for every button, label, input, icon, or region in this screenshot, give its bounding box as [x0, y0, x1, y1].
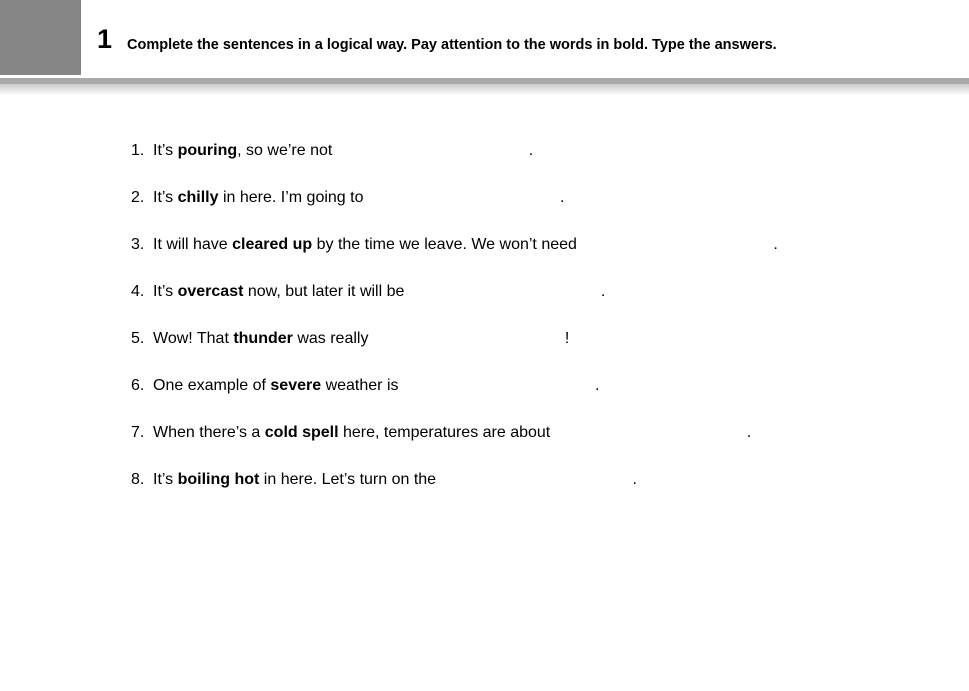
- sentence-bold-word: cleared up: [232, 236, 313, 253]
- sentence-number: 5.: [131, 330, 145, 347]
- sentence-after: weather is: [321, 377, 403, 394]
- sentence-number: 7.: [131, 424, 145, 441]
- sentence-after: now, but later it will be: [243, 283, 409, 300]
- sentence-number: 2.: [131, 189, 145, 206]
- sentence-list: [0, 141, 969, 517]
- sentence-number: 6.: [131, 377, 145, 394]
- answer-input-4[interactable]: [409, 283, 601, 301]
- exercise-instruction: Complete the sentences in a logical way. Pay attention to the words in bold. Type the answers.: [127, 37, 777, 53]
- sentence-punct: .: [594, 377, 600, 394]
- sentence-row-8: [131, 470, 969, 489]
- sentence-after: by the time we leave. We won’t need: [312, 236, 582, 253]
- sentence-number: 1.: [131, 142, 145, 159]
- sentence-row-4: [131, 282, 969, 301]
- sentence-bold-word: boiling hot: [177, 471, 260, 488]
- sentence-punct: !: [564, 330, 570, 347]
- sentence-before: When there’s a: [153, 424, 265, 441]
- answer-input-7[interactable]: [555, 424, 747, 442]
- sentence-before: It’s: [153, 189, 178, 206]
- answer-input-1[interactable]: [337, 142, 529, 160]
- exercise-header: [0, 0, 969, 75]
- sentence-after: in here. I’m going to: [218, 189, 368, 206]
- sentence-bold-word: thunder: [233, 330, 293, 347]
- sentence-before: It will have: [153, 236, 233, 253]
- sentence-before: It’s: [153, 471, 178, 488]
- answer-input-5[interactable]: [373, 330, 565, 348]
- sentence-punct: .: [773, 236, 778, 253]
- sentence-before: It’s: [153, 142, 178, 159]
- sentence-after: in here. Let’s turn on the: [259, 471, 441, 488]
- sentence-number: 4.: [131, 283, 145, 300]
- sentence-after: was really: [292, 330, 373, 347]
- sentence-row-6: [131, 376, 969, 395]
- sentence-row-3: [131, 235, 969, 254]
- sentence-punct: .: [632, 471, 637, 488]
- sentence-bold-word: pouring: [177, 142, 238, 159]
- sentence-punct: .: [746, 424, 752, 441]
- sentence-punct: .: [600, 283, 606, 300]
- sentence-row-2: [131, 188, 969, 207]
- sentence-before: One example of: [153, 377, 271, 394]
- sentence-before: It’s: [153, 283, 178, 300]
- sentence-after: here, temperatures are about: [338, 424, 555, 441]
- answer-input-3[interactable]: [581, 236, 773, 254]
- sentence-before: Wow! That: [153, 330, 234, 347]
- sentence-row-7: [131, 423, 969, 442]
- sentence-number: 3.: [131, 236, 145, 253]
- sentence-row-1: [131, 141, 969, 160]
- sentence-punct: .: [528, 142, 534, 159]
- header-divider-shadow: [0, 84, 969, 95]
- answer-input-6[interactable]: [403, 377, 595, 395]
- answer-input-2[interactable]: [368, 189, 560, 207]
- sentence-bold-word: severe: [270, 377, 322, 394]
- answer-input-8[interactable]: [441, 471, 633, 489]
- sentence-number: 8.: [131, 471, 145, 488]
- sentence-row-5: [131, 329, 969, 348]
- accent-square: [0, 0, 81, 75]
- sentence-after: , so we’re not: [237, 142, 337, 159]
- exercise-number: 1: [97, 24, 113, 54]
- sentence-punct: .: [559, 189, 565, 206]
- sentence-bold-word: chilly: [177, 189, 219, 206]
- sentence-bold-word: cold spell: [264, 424, 339, 441]
- sentence-bold-word: overcast: [177, 283, 244, 300]
